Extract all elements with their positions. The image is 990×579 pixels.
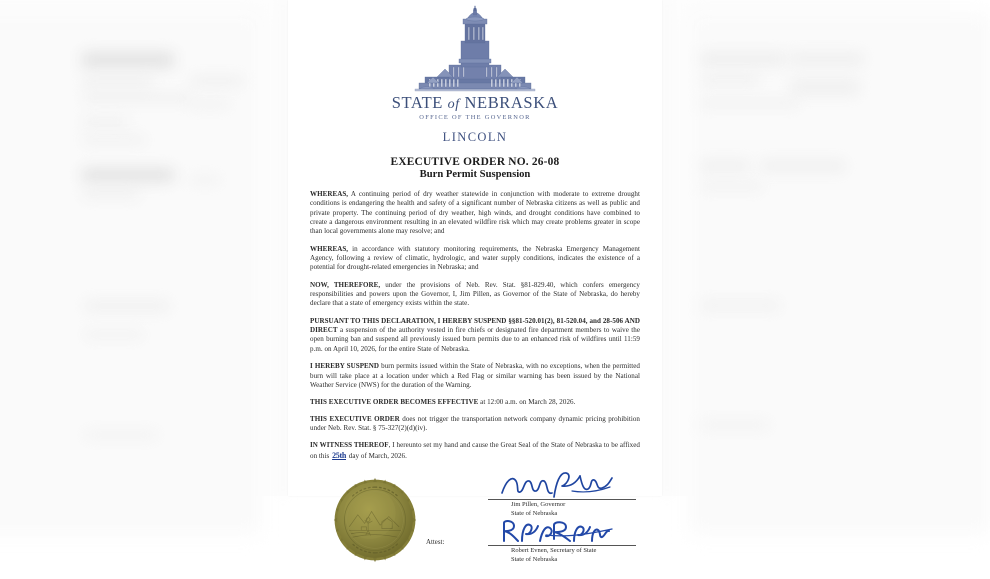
backdrop-text-block: [190, 76, 244, 86]
witness-text-before: , I hereunto set my hand and cause the Great Seal of the State of Nebraska to be affixed on this: [310, 441, 640, 460]
governor-name-line: Jim Pillen, Governor: [511, 501, 566, 509]
backdrop-text-block: [700, 182, 764, 191]
secretary-name-line: Robert Evnen, Secretary of State: [511, 547, 597, 555]
governor-state-line: State of Nebraska: [511, 509, 558, 517]
paragraph-text: does not trigger the transportation network company dynamic pricing prohibition under Neb. Rev. Stat. § 75-327(2)(d)(iv).: [310, 414, 640, 432]
paragraph-lead: NOW, THEREFORE,: [310, 280, 381, 289]
paragraph-whereas-1: [310, 190, 640, 237]
backdrop-text-block: [790, 52, 864, 66]
governor-signature-group: [488, 473, 640, 518]
paragraph-lead: THIS EXECUTIVE ORDER BECOMES EFFECTIVE: [310, 398, 479, 407]
paragraph-text: at 12:00 a.m. on March 28, 2026.: [478, 398, 576, 407]
backdrop-text-block: [700, 160, 750, 172]
order-title-block: [288, 156, 662, 180]
backdrop-text-block: [82, 52, 174, 68]
paragraph-text: burn permits issued within the State of Nebraska, with no exceptions, when the permitted burn will take place at a location under which a Red Flag or similar warning has been issued by the National Weather Service (NWS) for the duration of the Warning.: [310, 362, 641, 389]
paragraph-lead: PURSUANT TO THIS DECLARATION, I HEREBY SUSPEND §§81-520.01(2), 81-520.04, and 28-506 AND DIRECT: [310, 316, 640, 335]
backdrop-text-block: [790, 78, 860, 96]
state-of-nebraska-wordmark: [288, 93, 662, 113]
paragraph-text: a suspension of the authority vested in fire chiefs or designated fire department members to waive the open burning ban and suspend all previously issued burn permits due to an enhanced risk of wildfires until 11:59 p.m. on April 10, 2026, for the entire State of Nebraska.: [310, 326, 640, 353]
executive-order-document: [288, 0, 662, 563]
backdrop-text-block: [700, 300, 780, 311]
jim-pillen-signature: [488, 473, 640, 499]
paragraph-dynamic-pricing: [310, 415, 640, 434]
backdrop-text-block: [760, 160, 846, 172]
backdrop-text-block: [190, 100, 230, 108]
backdrop-sheet-edge-left: [282, 0, 284, 496]
backdrop-text-block: [190, 176, 220, 184]
backdrop-text-block: [700, 420, 770, 430]
backdrop-text-block: [82, 118, 128, 126]
attest-label: Attest:: [426, 538, 445, 546]
paragraph-lead: WHEREAS,: [310, 190, 349, 198]
paragraph-whereas-2: [310, 245, 640, 273]
paragraph-text: A continuing period of dry weather statewide in conjunction with moderate to extreme drought conditions is endangering the health and safety of a significant number of Nebraska citizens as well as public and private property. The continuing period of dry weather, high winds, and drought conditions have combined to create a dangerous environment resulting in an elevated wildfire risk which may create problems greater in scope than local governments alone may resolve; and: [310, 190, 640, 236]
backdrop-page-left: [0, 14, 260, 534]
secretary-signature-group: [488, 519, 640, 564]
robert-evnen-signature: [488, 519, 640, 545]
paragraph-text: in accordance with statutory monitoring requirements, the Nebraska Emergency Management Agency, following a review of climatic, hydrologic, and water supply conditions, indicates the existence of a potential for drought-related emergencies in Nebraska; and: [310, 244, 640, 272]
nebraska-word: NEBRASKA: [464, 93, 559, 112]
great-seal-of-the-state-of-nebraska: [332, 477, 418, 563]
state-word: STATE: [391, 93, 443, 112]
paragraph-now-therefore: [310, 281, 640, 309]
backdrop-text-block: [82, 78, 154, 86]
backdrop-sheet-edge-right: [666, 0, 668, 496]
backdrop-text-block: [84, 430, 158, 440]
paragraph-pursuant-to-declaration: [310, 317, 640, 354]
backdrop-text-block: [84, 330, 144, 339]
document-body: [310, 180, 640, 461]
witness-text-after: day of March, 2026.: [347, 451, 407, 460]
backdrop-text-block: [82, 136, 146, 144]
executive-order-number: EXECUTIVE ORDER NO. 26-08: [390, 156, 560, 168]
paragraph-lead: THIS EXECUTIVE ORDER: [310, 414, 400, 423]
backdrop-text-block: [700, 52, 786, 66]
signature-area: [310, 469, 640, 579]
paragraph-text: under the provisions of Neb. Rev. Stat. §81-829.40, which confers emergency responsibilities and powers upon the Governor, I, Jim Pillen, as Governor of the State of Nebraska, do hereby declare that a state of emergency exists within the state.: [310, 280, 640, 308]
backdrop-text-block: [84, 300, 170, 312]
paragraph-hereby-suspend-red-flag: [310, 362, 640, 390]
backdrop-text-block: [700, 76, 760, 85]
paragraph-effective-date: [310, 398, 640, 407]
executive-order-subject: Burn Permit Suspension: [419, 169, 531, 180]
backdrop-text-block: [700, 98, 800, 108]
secretary-state-line: State of Nebraska: [511, 555, 558, 563]
of-word: of: [447, 97, 460, 112]
paragraph-lead: WHEREAS,: [310, 244, 349, 253]
paragraph-lead: I HEREBY SUSPEND: [310, 362, 380, 371]
city-label: LINCOLN: [442, 130, 508, 144]
backdrop-text-block: [82, 190, 140, 198]
nebraska-state-capitol-engraving: [415, 7, 535, 95]
paragraph-in-witness-thereof: [310, 441, 640, 461]
handwritten-day-field: 25th: [332, 450, 346, 460]
letterhead: [288, 0, 662, 145]
backdrop-text-block: [82, 168, 174, 182]
backdrop-text-block: [82, 94, 192, 102]
office-of-the-governor-label: OFFICE OF THE GOVERNOR: [419, 114, 531, 121]
paragraph-lead: IN WITNESS THEREOF: [310, 441, 389, 450]
